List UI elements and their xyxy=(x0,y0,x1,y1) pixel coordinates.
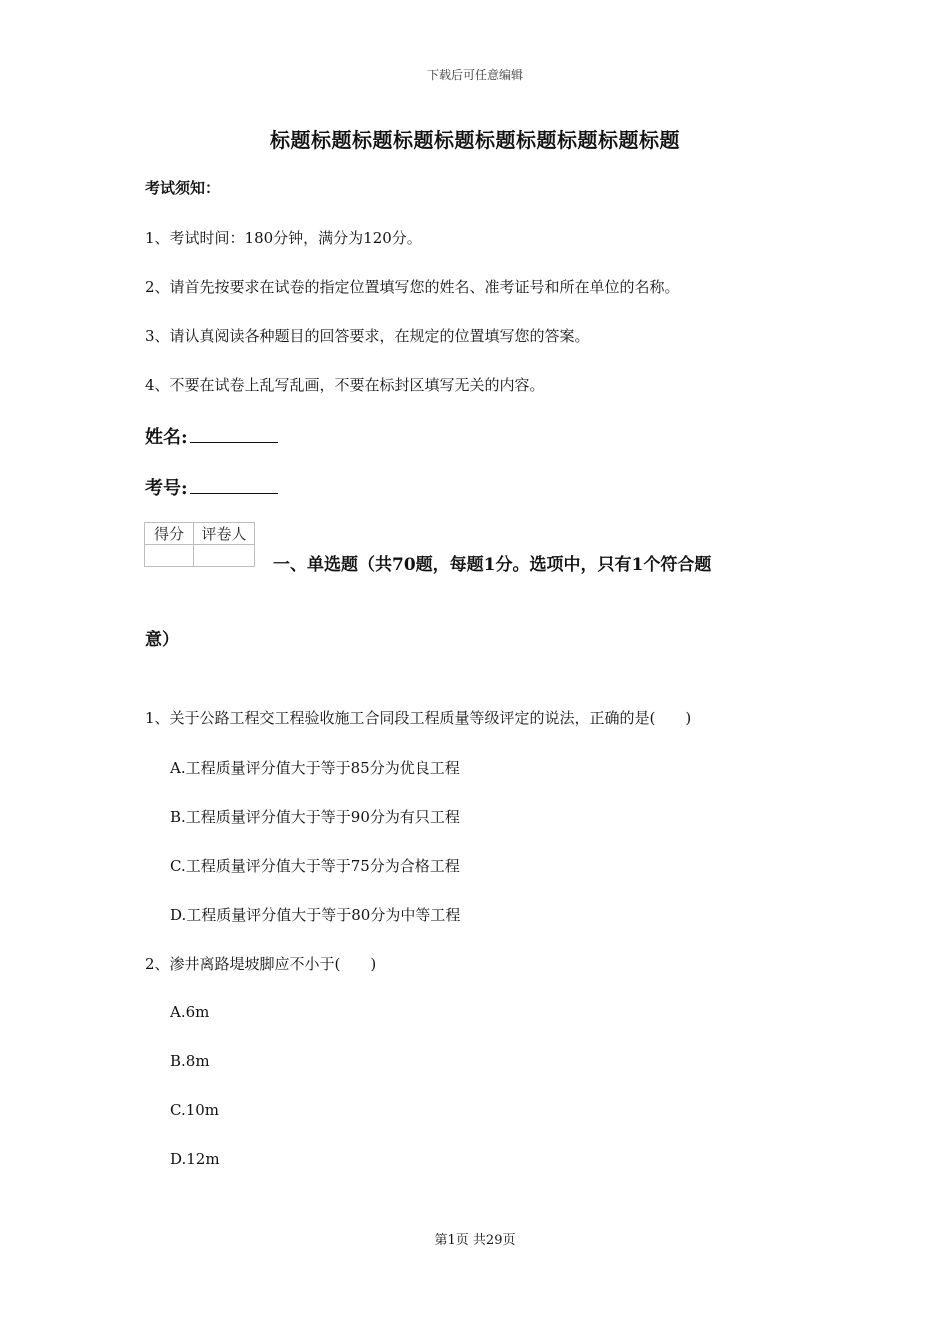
answer-option[interactable]: A.6m xyxy=(170,1003,210,1021)
score-box xyxy=(144,522,255,567)
page-number-footer: 第1页 共29页 xyxy=(434,1233,516,1248)
score-header: 得分 xyxy=(145,523,194,545)
score-cell[interactable] xyxy=(145,545,194,567)
name-field[interactable] xyxy=(145,423,278,449)
notice-heading: 考试须知： xyxy=(145,179,221,197)
document-title: 标题标题标题标题标题标题标题标题标题标题 xyxy=(270,128,680,152)
question-stem: 2、渗井离路堤坡脚应不小于( ) xyxy=(145,955,377,973)
notice-item: 4、不要在试卷上乱写乱画，不要在标封区填写无关的内容。 xyxy=(145,376,545,394)
exam-number-blank-line[interactable] xyxy=(190,475,278,494)
notice-item: 3、请认真阅读各种题目的回答要求，在规定的位置填写您的答案。 xyxy=(145,327,590,345)
answer-option[interactable]: C.10m xyxy=(170,1101,220,1119)
answer-option[interactable]: D.工程质量评分值大于等于80分为中等工程 xyxy=(170,906,461,924)
answer-option[interactable]: B.工程质量评分值大于等于90分为有只工程 xyxy=(170,808,460,826)
section-heading: 一、单选题（共70题，每题1分。选项中，只有1个符合题 xyxy=(273,555,712,575)
answer-option[interactable]: A.工程质量评分值大于等于85分为优良工程 xyxy=(170,759,460,777)
grader-header: 评卷人 xyxy=(194,523,255,545)
question-stem: 1、关于公路工程交工程验收施工合同段工程质量等级评定的说法，正确的是( ) xyxy=(145,709,692,727)
exam-number-label: 考号: xyxy=(145,478,188,499)
name-blank-line[interactable] xyxy=(190,424,278,443)
answer-option[interactable]: C.工程质量评分值大于等于75分为合格工程 xyxy=(170,857,460,875)
header-note: 下载后可任意编辑 xyxy=(426,68,523,82)
notice-item: 2、请首先按要求在试卷的指定位置填写您的姓名、准考证号和所在单位的名称。 xyxy=(145,278,680,296)
exam-number-field[interactable] xyxy=(145,474,278,500)
notice-item: 1、考试时间：180分钟，满分为120分。 xyxy=(145,229,422,247)
answer-option[interactable]: D.12m xyxy=(170,1150,220,1168)
name-label: 姓名: xyxy=(145,427,188,448)
answer-option[interactable]: B.8m xyxy=(170,1052,210,1070)
section-heading-continuation: 意） xyxy=(145,630,179,650)
grader-cell[interactable] xyxy=(194,545,255,567)
